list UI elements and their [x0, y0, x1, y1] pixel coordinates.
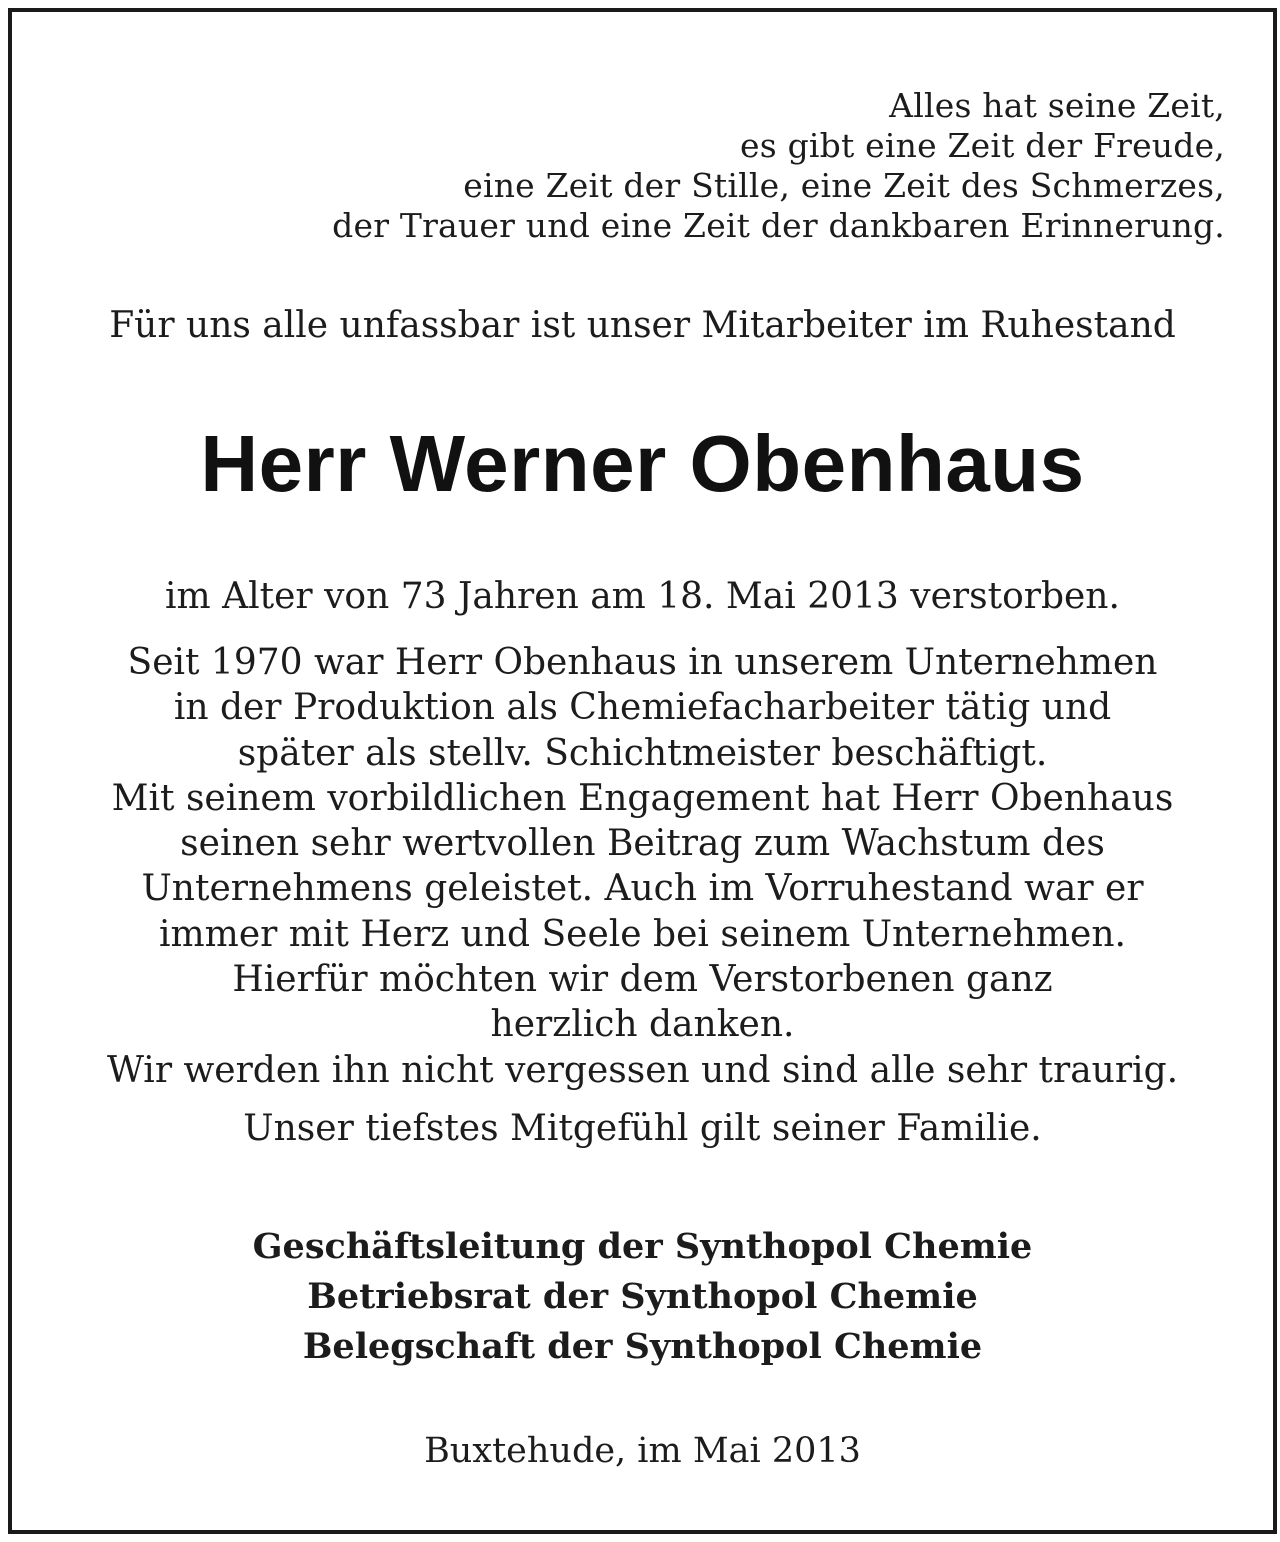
sympathy-text: Unser tiefstes Mitgefühl gilt seiner Familie.: [243, 1108, 1042, 1149]
motto-line: der Trauer und eine Zeit der dankbaren Erinnerung.: [332, 206, 1225, 245]
tribute-line: immer mit Herz und Seele bei seinem Unternehmen.: [159, 913, 1126, 955]
tribute-line: Seit 1970 war Herr Obenhaus in unserem Unternehmen: [127, 642, 1158, 683]
tribute-text: [12, 640, 1273, 1093]
signer-management: Geschäftsleitung der Synthopol Chemie: [252, 1226, 1033, 1267]
tribute-line: Wir werden ihn nicht vergessen und sind alle sehr traurig.: [106, 1049, 1179, 1091]
signer-works-council: Betriebsrat der Synthopol Chemie: [307, 1276, 978, 1317]
signer-staff: Belegschaft der Synthopol Chemie: [302, 1326, 983, 1367]
motto-quote: [332, 86, 1225, 246]
place-date: Buxtehude, im Mai 2013: [424, 1431, 861, 1471]
tribute-line: in der Produktion als Chemiefacharbeiter tätig und: [173, 687, 1112, 729]
tribute-line: Unternehmens geleistet. Auch im Vorruhestand war er: [141, 868, 1144, 910]
motto-line: Alles hat seine Zeit,: [889, 86, 1225, 125]
tribute-line: später als stellv. Schichtmeister beschäftigt.: [237, 732, 1048, 774]
signers-block: [12, 1222, 1273, 1372]
tribute-line: seinen sehr wertvollen Beitrag zum Wachstum des: [180, 823, 1105, 865]
motto-line: eine Zeit der Stille, eine Zeit des Schmerzes,: [463, 166, 1225, 205]
tribute-line: Hierfür möchten wir dem Verstorbenen ganz: [232, 959, 1053, 1001]
tribute-line: Mit seinem vorbildlichen Engagement hat Herr Obenhaus: [111, 777, 1174, 819]
motto-line: es gibt eine Zeit der Freude,: [740, 126, 1225, 165]
tribute-line: herzlich danken.: [490, 1004, 795, 1046]
deceased-name: Herr Werner Obenhaus: [200, 419, 1085, 508]
intro-text: Für uns alle unfassbar ist unser Mitarbeiter im Ruhestand: [109, 305, 1176, 346]
death-notice: im Alter von 73 Jahren am 18. Mai 2013 verstorben.: [165, 576, 1120, 617]
obituary-frame: [8, 8, 1277, 1534]
